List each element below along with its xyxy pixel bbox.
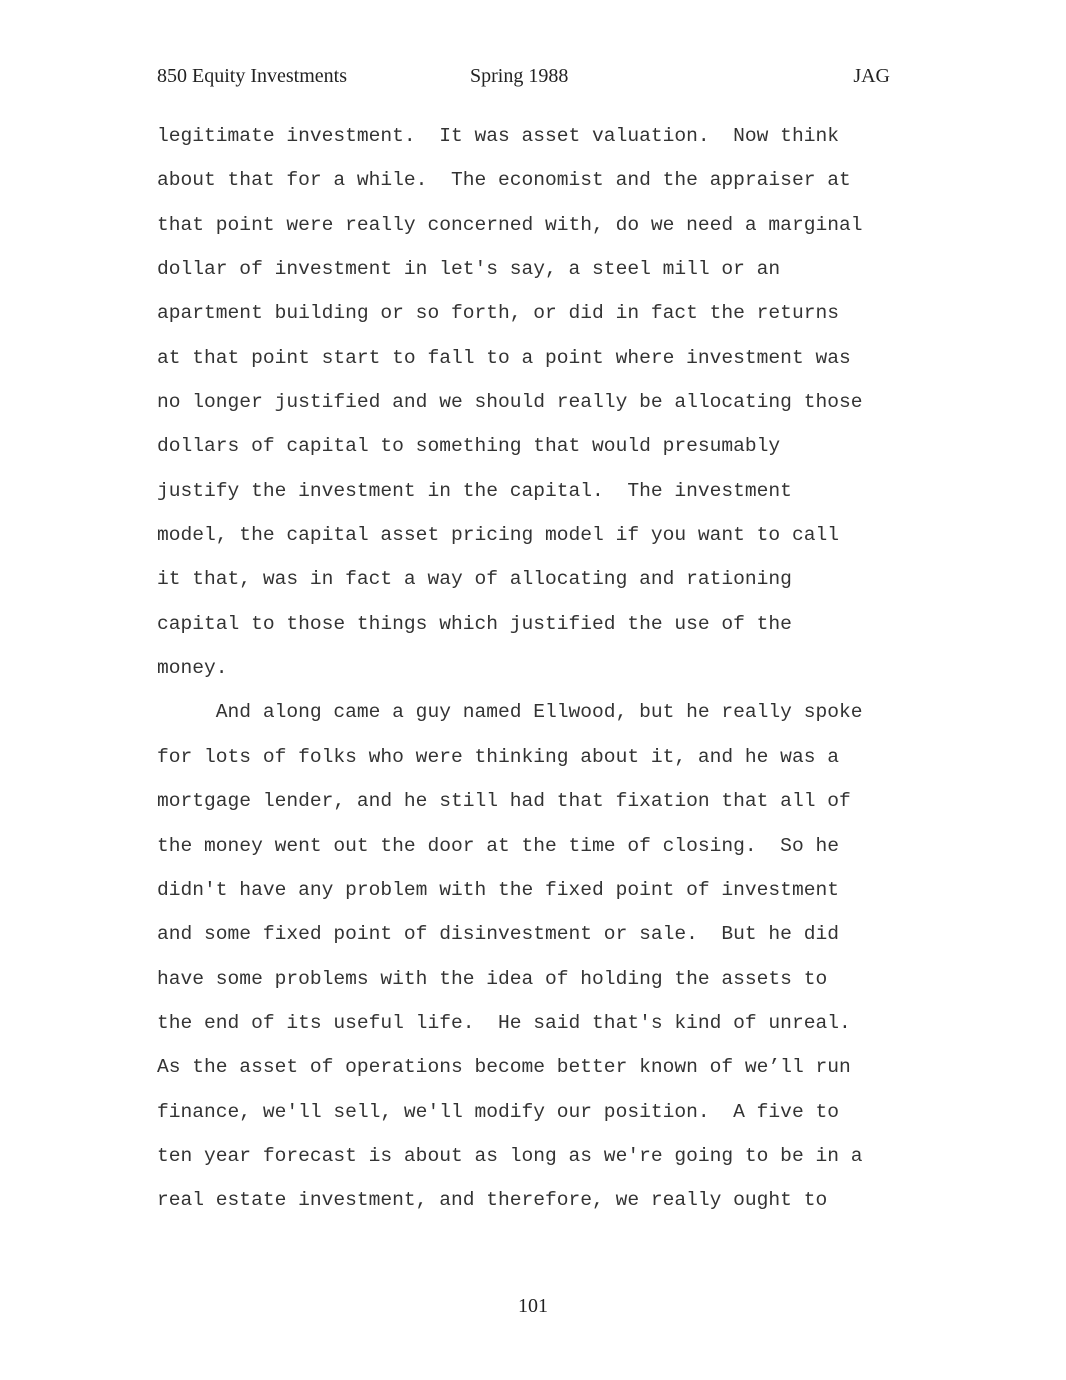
text-line: the end of its useful life. He said that's kind of unreal. [157, 1011, 851, 1034]
header-author-initials: JAG [853, 65, 890, 87]
text-line: dollar of investment in let's say, a steel mill or an [157, 258, 781, 281]
text-line: ten year forecast is about as long as we're going to be in a [157, 1144, 863, 1167]
text-line: didn't have any problem with the fixed point of investment [157, 878, 839, 901]
text-line: capital to those things which justified the use of the [157, 612, 792, 635]
text-line: dollars of capital to something that would presumably [157, 435, 781, 458]
text-line: at that point start to fall to a point where investment was [157, 346, 851, 369]
header-course-title: 850 Equity Investments [157, 65, 347, 87]
text-line: and some fixed point of disinvestment or sale. But he did [157, 923, 839, 946]
header-term: Spring 1988 [470, 65, 569, 87]
text-line: for lots of folks who were thinking about it, and he was a [157, 745, 839, 768]
text-line: apartment building or so forth, or did in fact the returns [157, 302, 839, 325]
page-number: 101 [518, 1295, 548, 1317]
text-line: finance, we'll sell, we'll modify our position. A five to [157, 1100, 839, 1123]
text-line: no longer justified and we should really be allocating those [157, 391, 863, 414]
text-line: have some problems with the idea of holding the assets to [157, 967, 828, 990]
text-line: that point were really concerned with, do we need a marginal [157, 213, 863, 236]
text-line: And along came a guy named Ellwood, but he really spoke [157, 701, 863, 724]
text-line: legitimate investment. It was asset valuation. Now think [157, 125, 839, 147]
text-line: model, the capital asset pricing model if you want to call [157, 524, 839, 547]
text-line: real estate investment, and therefore, we really ought to [157, 1189, 828, 1212]
text-line: about that for a while. The economist and the appraiser at [157, 169, 851, 192]
transcript-body [157, 114, 917, 1223]
page-header [157, 62, 890, 90]
text-line: As the asset of operations become better known of we’ll run [157, 1056, 851, 1079]
text-line: money. [157, 657, 228, 680]
text-line: it that, was in fact a way of allocating and rationing [157, 568, 792, 591]
text-line: mortgage lender, and he still had that fixation that all of [157, 790, 851, 813]
text-line: the money went out the door at the time of closing. So he [157, 834, 839, 857]
text-line: justify the investment in the capital. The investment [157, 479, 792, 502]
